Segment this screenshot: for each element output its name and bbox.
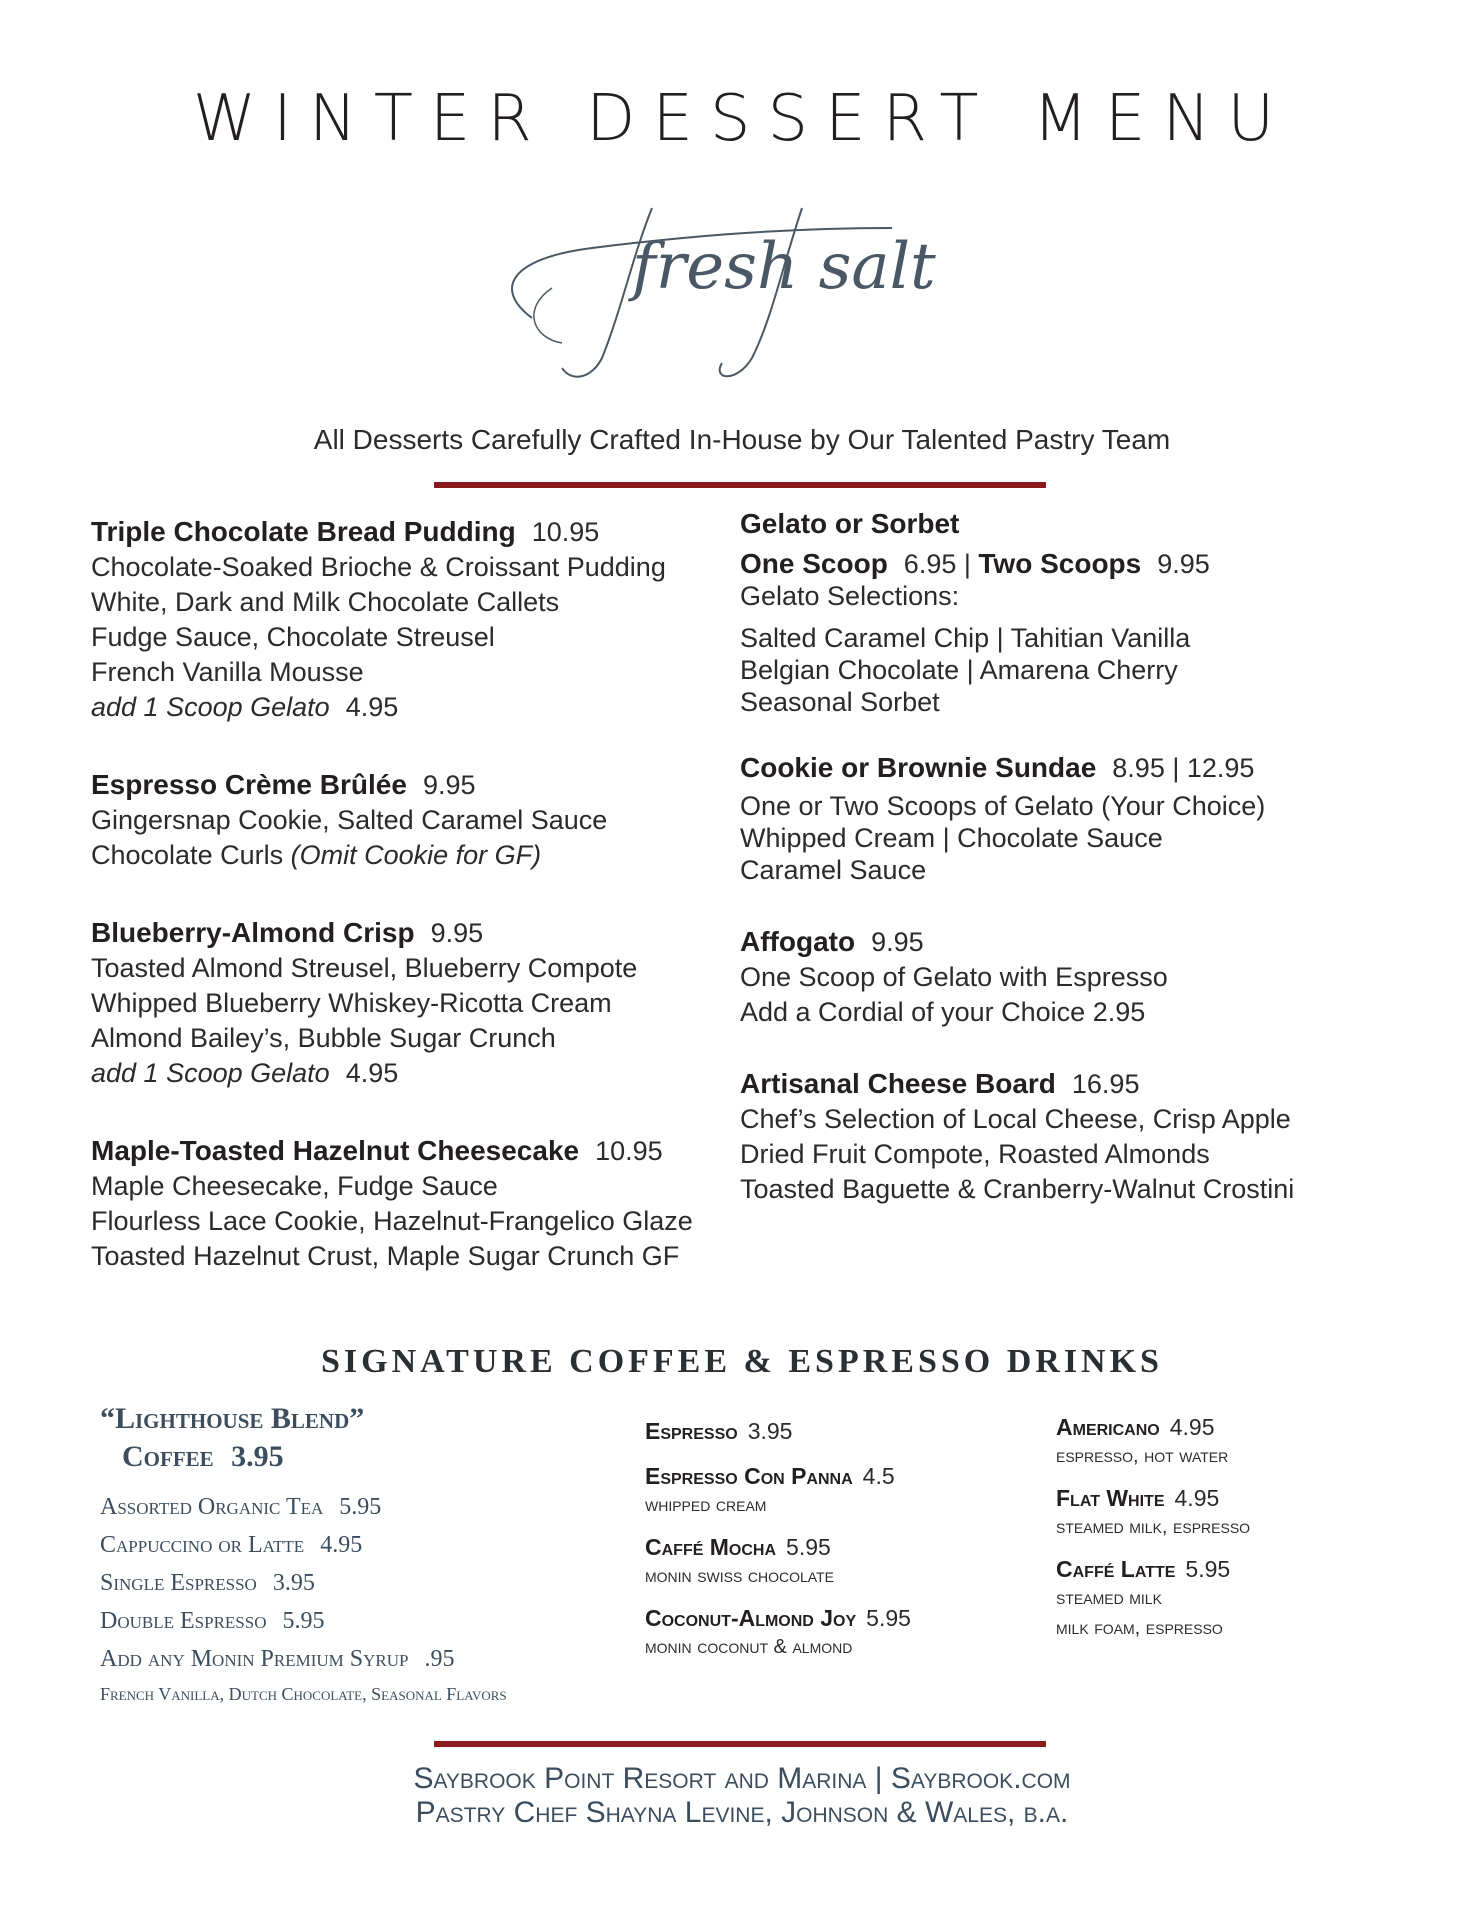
lighthouse-line1: “Lighthouse Blend” [100, 1402, 365, 1435]
menu-item [740, 752, 1400, 886]
divider-bottom [434, 1741, 1046, 1747]
gelato-flavor: Salted Caramel Chip | Tahitian Vanilla [740, 623, 1191, 653]
drink-item [645, 1418, 1015, 1445]
item-note: (Omit Cookie for GF) [290, 840, 542, 870]
drink-price: 5.95 [282, 1608, 325, 1634]
drink-sub: steamed milk, espresso [1056, 1516, 1251, 1538]
item-desc: Toasted Baguette & Cranberry-Walnut Crostini [740, 1174, 1295, 1204]
drink-item [645, 1534, 1015, 1591]
left-column [91, 514, 721, 1316]
drink-price: 4.5 [862, 1463, 895, 1489]
menu-title: WINTER DESSERT MENU [192, 82, 1292, 156]
gelato-flavor: Seasonal Sorbet [740, 687, 940, 717]
item-desc: Flourless Lace Cookie, Hazelnut-Frangelico Glaze [91, 1206, 693, 1236]
syrup-name: Add any Monin Premium Syrup [100, 1646, 409, 1672]
item-name: Maple-Toasted Hazelnut Cheesecake [91, 1135, 580, 1166]
item-price: 9.95 [430, 918, 484, 948]
logo-text: fresh salt [632, 230, 936, 304]
drink-price: 5.95 [786, 1534, 831, 1560]
addon-label: add 1 Scoop Gelato [91, 692, 330, 722]
drink-price: 4.95 [1169, 1414, 1215, 1440]
tagline: All Desserts Carefully Crafted In-House by Our Talented Pastry Team [313, 424, 1171, 455]
item-desc: Chocolate Curls [91, 840, 284, 870]
item-desc: One Scoop of Gelato with Espresso [740, 962, 1168, 992]
item-desc: Whipped Blueberry Whiskey-Ricotta Cream [91, 988, 612, 1018]
item-desc: French Vanilla Mousse [91, 657, 364, 687]
right-column [740, 508, 1400, 1249]
drink-item [1056, 1485, 1416, 1542]
item-desc: Caramel Sauce [740, 855, 927, 885]
item-name: Affogato [740, 926, 856, 957]
drink-name: Caffé Latte [1056, 1556, 1176, 1582]
item-desc: Toasted Almond Streusel, Blueberry Compote [91, 953, 638, 983]
drink-name: Flat White [1056, 1485, 1165, 1511]
gelato-flavor: Belgian Chocolate | Amarena Cherry [740, 655, 1178, 685]
drink-name: Espresso Con Panna [645, 1463, 853, 1489]
item-name: Artisanal Cheese Board [740, 1068, 1056, 1099]
menu-item [740, 1066, 1400, 1207]
tea-name: Assorted Organic Tea [100, 1494, 324, 1520]
item-price: 16.95 [1071, 1069, 1140, 1099]
two-scoops-label: Two Scoops [978, 548, 1142, 579]
item-price: 8.95 | 12.95 [1112, 753, 1255, 783]
item-name: Blueberry-Almond Crisp [91, 917, 415, 948]
footer-line2: Pastry Chef Shayna Levine, Johnson & Wales, b.a. [415, 1796, 1069, 1829]
item-desc: Add a Cordial of your Choice 2.95 [740, 997, 1146, 1027]
gelato-selections-label: Gelato Selections: [740, 581, 960, 611]
item-desc: Almond Bailey’s, Bubble Sugar Crunch [91, 1023, 556, 1053]
coffee-basics [100, 1400, 640, 1705]
drink-item [645, 1463, 1015, 1520]
drink-item [1056, 1556, 1416, 1643]
item-desc: Whipped Cream | Chocolate Sauce [740, 823, 1163, 853]
item-desc: Gingersnap Cookie, Salted Caramel Sauce [91, 805, 608, 835]
addon-price: 4.95 [345, 692, 399, 722]
coffee-heading: SIGNATURE COFFEE & ESPRESSO DRINKS [321, 1343, 1163, 1380]
drink-price: 3.95 [747, 1418, 793, 1444]
tea-price: 5.95 [339, 1494, 382, 1520]
scoop-separator: | [963, 549, 971, 579]
drink-name: Coconut-Almond Joy [645, 1605, 857, 1631]
item-price: 9.95 [871, 927, 924, 957]
drink-price: 5.95 [1185, 1556, 1231, 1582]
drink-item [645, 1605, 1015, 1662]
drink-price: 4.95 [320, 1532, 363, 1558]
drink-name: Espresso [645, 1418, 738, 1444]
drink-sub: monin coconut & almond [645, 1636, 853, 1658]
item-price: 10.95 [595, 1136, 663, 1166]
one-scoop-label: One Scoop [740, 548, 888, 579]
menu-item [91, 514, 721, 725]
drink-price: 5.95 [866, 1605, 911, 1631]
two-scoops-price: 9.95 [1157, 549, 1210, 579]
menu-item [91, 767, 721, 873]
drink-name: Double Espresso [100, 1608, 267, 1634]
item-desc: Dried Fruit Compote, Roasted Almonds [740, 1139, 1210, 1169]
lighthouse-line2: Coffee [122, 1440, 214, 1473]
item-desc: White, Dark and Milk Chocolate Callets [91, 587, 560, 617]
item-desc: One or Two Scoops of Gelato (Your Choice) [740, 791, 1266, 821]
item-price: 9.95 [422, 770, 476, 800]
one-scoop-price: 6.95 [903, 549, 957, 579]
syrup-flavors: French Vanilla, Dutch Chocolate, Seasonal Flavors [100, 1684, 507, 1704]
item-name: Triple Chocolate Bread Pudding [91, 516, 516, 547]
drink-sub: milk foam, espresso [1056, 1617, 1223, 1639]
addon-label: add 1 Scoop Gelato [91, 1058, 330, 1088]
drink-name: Single Espresso [100, 1570, 257, 1596]
coffee-right-column [1056, 1414, 1416, 1657]
divider-top [434, 482, 1046, 488]
drink-price: 4.95 [1174, 1485, 1220, 1511]
lighthouse-price: 3.95 [231, 1440, 284, 1473]
item-desc: Chef’s Selection of Local Cheese, Crisp Apple [740, 1104, 1291, 1134]
drink-sub: monin swiss chocolate [645, 1565, 834, 1587]
item-name: Cookie or Brownie Sundae [740, 752, 1097, 783]
drink-sub: espresso, hot water [1056, 1445, 1229, 1467]
item-desc: Chocolate-Soaked Brioche & Croissant Pudding [91, 552, 666, 582]
item-desc: Maple Cheesecake, Fudge Sauce [91, 1171, 498, 1201]
item-desc: Toasted Hazelnut Crust, Maple Sugar Crunch GF [91, 1241, 680, 1271]
item-name: Espresso Crème Brûlée [91, 769, 407, 800]
syrup-price: .95 [424, 1646, 455, 1672]
menu-item [91, 1133, 721, 1274]
item-price: 10.95 [531, 517, 600, 547]
coffee-middle-column [645, 1418, 1015, 1676]
drink-name: Americano [1056, 1414, 1160, 1440]
item-name: Gelato or Sorbet [740, 508, 960, 539]
item-desc: Fudge Sauce, Chocolate Streusel [91, 622, 495, 652]
addon-price: 4.95 [345, 1058, 399, 1088]
fresh-salt-logo [472, 168, 972, 388]
drink-name: Caffé Mocha [645, 1534, 777, 1560]
footer-line1: Saybrook Point Resort and Marina | Saybrook.com [413, 1762, 1071, 1795]
drink-sub: steamed milk [1056, 1587, 1162, 1609]
gelato-section [740, 508, 1400, 718]
drink-name: Cappuccino or Latte [100, 1532, 305, 1558]
drink-item [1056, 1414, 1416, 1471]
drink-price: 3.95 [272, 1570, 315, 1596]
drink-sub: whipped cream [645, 1494, 767, 1516]
menu-item [91, 915, 721, 1091]
menu-item [740, 924, 1400, 1030]
